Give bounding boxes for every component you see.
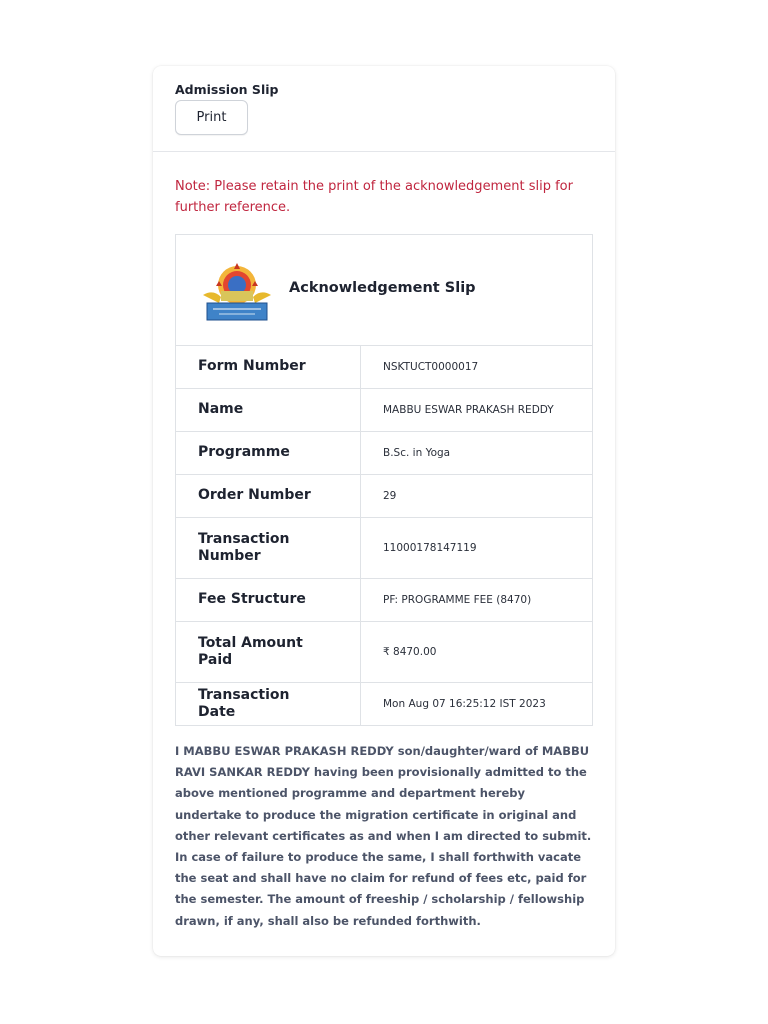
row-label: Total Amount Paid (176, 622, 361, 682)
row-label: Programme (176, 432, 361, 474)
page-title: Admission Slip (175, 82, 279, 97)
acknowledgement-slip (175, 234, 593, 726)
card-header (153, 66, 615, 152)
row-value: 11000178147119 (383, 542, 477, 554)
row-value: MABBU ESWAR PRAKASH REDDY (383, 404, 554, 416)
table-row (176, 346, 592, 389)
university-emblem-icon (199, 259, 275, 323)
table-row (176, 432, 592, 475)
table-row (176, 579, 592, 622)
table-row (176, 622, 592, 683)
table-row (176, 518, 592, 579)
row-value: 29 (383, 490, 397, 502)
admission-slip-card (153, 66, 615, 956)
retention-note: Note: Please retain the print of the acknowledgement slip for further reference. (175, 179, 573, 215)
row-value: ₹ 8470.00 (383, 646, 437, 658)
row-value: B.Sc. in Yoga (383, 447, 451, 459)
table-row (176, 683, 592, 725)
slip-header (176, 235, 592, 346)
print-button[interactable]: Print (175, 100, 248, 135)
row-label: Order Number (176, 475, 361, 517)
slip-title: Acknowledgement Slip (289, 280, 476, 296)
row-label: Transaction Date (176, 683, 361, 725)
row-label: Fee Structure (176, 579, 361, 621)
table-row (176, 389, 592, 432)
row-label: Transaction Number (176, 518, 361, 578)
row-label: Form Number (176, 346, 361, 388)
row-value: NSKTUCT0000017 (383, 361, 479, 373)
row-value: PF: PROGRAMME FEE (8470) (383, 594, 532, 606)
declaration-text: I MABBU ESWAR PRAKASH REDDY son/daughter/ward of MABBU RAVI SANKAR REDDY having been provisionally admitted to the above mentioned programme and department hereby undertake to produce the migration certificate in original and other relevant certificates as and when I am directed to submit. In case of failure to produce the same, I shall forthwith vacate the seat and shall have no claim for refund of fees etc, paid for the semester. The amount of freeship / scholarship / fellowship drawn, if any, shall also be refunded forthwith. (175, 744, 592, 928)
row-label: Name (176, 389, 361, 431)
table-row (176, 475, 592, 518)
row-value: Mon Aug 07 16:25:12 IST 2023 (383, 698, 546, 710)
